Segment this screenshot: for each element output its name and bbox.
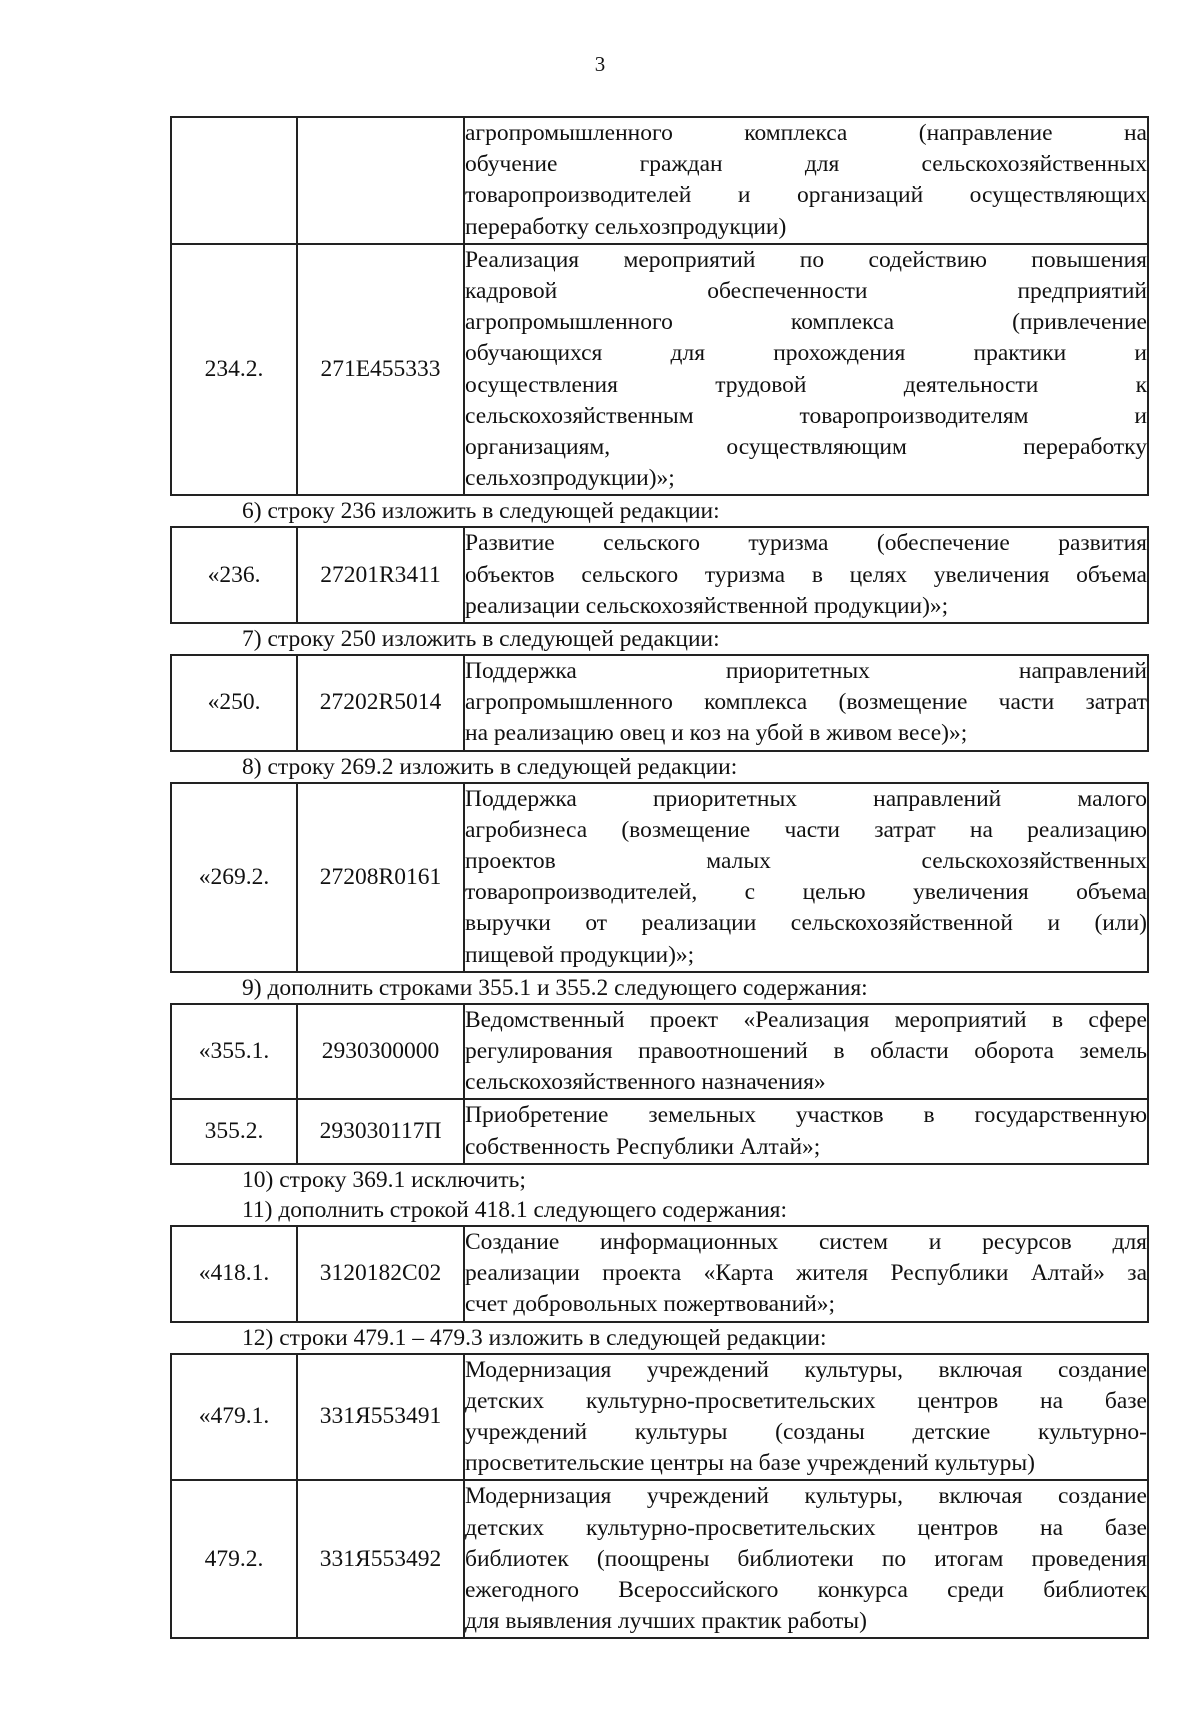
description-line: сельхозпродукции)»; xyxy=(465,465,675,492)
budget-code xyxy=(297,117,464,244)
row-number xyxy=(171,117,297,244)
row-description xyxy=(464,117,1148,244)
description-line: агробизнеса (возмещение части затрат на реализацию xyxy=(465,816,1147,843)
description-line: кадровой обеспеченности предприятий xyxy=(465,278,1147,305)
description-line: Модернизация учреждений культуры, включая создание xyxy=(465,1356,1147,1383)
table-row xyxy=(171,1004,1148,1100)
budget-code: 2930300000 xyxy=(297,1004,464,1100)
table-row xyxy=(171,1354,1148,1481)
row-description xyxy=(464,1099,1148,1163)
table-row xyxy=(171,1480,1148,1638)
budget-code: 271E455333 xyxy=(297,244,464,496)
description-line: обучающихся для прохождения практики и xyxy=(465,340,1147,367)
row-number: 355.2. xyxy=(171,1099,297,1163)
row-number: «236. xyxy=(171,527,297,623)
amendment-table xyxy=(170,1003,1149,1165)
amendment-instruction: 10) строку 369.1 исключить; xyxy=(242,1166,526,1193)
description-line: учреждений культуры (созданы детские культурно- xyxy=(465,1418,1147,1445)
description-line: проектов малых сельскохозяйственных xyxy=(465,848,1147,875)
amendment-instruction: 8) строку 269.2 изложить в следующей редакции: xyxy=(242,753,738,780)
description-line: агропромышленного комплекса (привлечение xyxy=(465,309,1147,336)
table-row xyxy=(171,1099,1148,1163)
description-line: ежегодного Всероссийского конкурса среди библиотек xyxy=(465,1576,1147,1603)
table-row xyxy=(171,117,1148,244)
description-line: агропромышленного комплекса (возмещение части затрат xyxy=(465,689,1147,716)
amendment-table xyxy=(170,526,1149,624)
description-line: агропромышленного комплекса (направление на xyxy=(465,120,1147,146)
description-line: товаропроизводителей, с целью увеличения объема xyxy=(465,879,1147,906)
row-description xyxy=(464,1480,1148,1638)
amendment-instruction: 6) строку 236 изложить в следующей редакции: xyxy=(242,498,720,525)
description-line: на реализацию овец и коз на убой в живом весе)»; xyxy=(465,720,968,747)
row-number: 234.2. xyxy=(171,244,297,496)
table-row xyxy=(171,655,1148,751)
budget-code: 3120182С02 xyxy=(297,1226,464,1322)
description-line: собственность Республики Алтай»; xyxy=(465,1133,821,1160)
budget-code: 27208R0161 xyxy=(297,783,464,972)
amendment-table xyxy=(170,782,1149,973)
budget-code: 331Я553492 xyxy=(297,1480,464,1638)
document-body xyxy=(170,116,1147,1639)
description-line: товаропроизводителей и организаций осуществляющих xyxy=(465,182,1147,209)
budget-code: 27201R3411 xyxy=(297,527,464,623)
description-line: для выявления лучших практик работы) xyxy=(465,1608,867,1635)
description-line: реализации сельскохозяйственной продукции)»; xyxy=(465,592,949,619)
description-line: обучение граждан для сельскохозяйственных xyxy=(465,151,1147,178)
description-line: Модернизация учреждений культуры, включая создание xyxy=(465,1483,1147,1510)
row-number: «250. xyxy=(171,655,297,751)
description-line: осуществления трудовой деятельности к xyxy=(465,371,1147,398)
description-line: Поддержка приоритетных направлений малого xyxy=(465,785,1147,812)
description-line: Развитие сельского туризма (обеспечение развития xyxy=(465,530,1147,557)
description-line: сельскохозяйственного назначения» xyxy=(465,1069,826,1096)
description-line: сельскохозяйственным товаропроизводителям и xyxy=(465,402,1147,429)
row-number: «355.1. xyxy=(171,1004,297,1100)
description-line: Приобретение земельных участков в государственную xyxy=(465,1102,1147,1129)
description-line: переработку сельхозпродукции) xyxy=(465,213,787,240)
table-row xyxy=(171,1226,1148,1322)
page-number: 3 xyxy=(594,52,606,76)
row-number: «269.2. xyxy=(171,783,297,972)
description-line: организациям, осуществляющим переработку xyxy=(465,434,1147,461)
description-line: библиотек (поощрены библиотеки по итогам проведения xyxy=(465,1545,1147,1572)
amendment-table xyxy=(170,654,1149,752)
description-line: реализации проекта «Карта жителя Республики Алтай» за xyxy=(465,1260,1147,1287)
amendment-instruction: 12) строки 479.1 – 479.3 изложить в следующей редакции: xyxy=(242,1324,827,1351)
row-description xyxy=(464,244,1148,496)
budget-code: 27202R5014 xyxy=(297,655,464,751)
description-line: регулирования правоотношений в области оборота земель xyxy=(465,1038,1147,1065)
amendment-table xyxy=(170,1353,1149,1640)
row-description xyxy=(464,655,1148,751)
description-line: детских культурно-просветительских центров на базе xyxy=(465,1514,1147,1541)
row-description xyxy=(464,527,1148,623)
row-description xyxy=(464,783,1148,972)
row-number: 479.2. xyxy=(171,1480,297,1638)
row-description xyxy=(464,1354,1148,1481)
description-line: Реализация мероприятий по содействию повышения xyxy=(465,246,1147,273)
description-line: пищевой продукции)»; xyxy=(465,941,695,968)
description-line: просветительские центры на базе учреждений культуры) xyxy=(465,1450,1036,1477)
description-line: выручки от реализации сельскохозяйственной и (или) xyxy=(465,910,1147,937)
description-line: счет добровольных пожертвований»; xyxy=(465,1291,836,1318)
row-description xyxy=(464,1226,1148,1322)
description-line: Поддержка приоритетных направлений xyxy=(465,658,1147,685)
description-line: объектов сельского туризма в целях увеличения объема xyxy=(465,561,1147,588)
table-row xyxy=(171,527,1148,623)
row-number: «418.1. xyxy=(171,1226,297,1322)
amendment-instruction: 9) дополнить строками 355.1 и 355.2 следующего содержания: xyxy=(242,974,868,1001)
amendment-instruction: 7) строку 250 изложить в следующей редакции: xyxy=(242,626,720,653)
budget-code: 331Я553491 xyxy=(297,1354,464,1481)
row-number: «479.1. xyxy=(171,1354,297,1481)
table-row xyxy=(171,244,1148,496)
amendment-instruction: 11) дополнить строкой 418.1 следующего содержания: xyxy=(242,1196,787,1223)
amendment-table xyxy=(170,116,1149,496)
description-line: Создание информационных систем и ресурсов для xyxy=(465,1228,1147,1255)
row-description xyxy=(464,1004,1148,1100)
description-line: детских культурно-просветительских центров на базе xyxy=(465,1387,1147,1414)
budget-code: 293030117П xyxy=(297,1099,464,1163)
amendment-table xyxy=(170,1225,1149,1323)
table-row xyxy=(171,783,1148,972)
description-line: Ведомственный проект «Реализация мероприятий в сфере xyxy=(465,1006,1147,1033)
